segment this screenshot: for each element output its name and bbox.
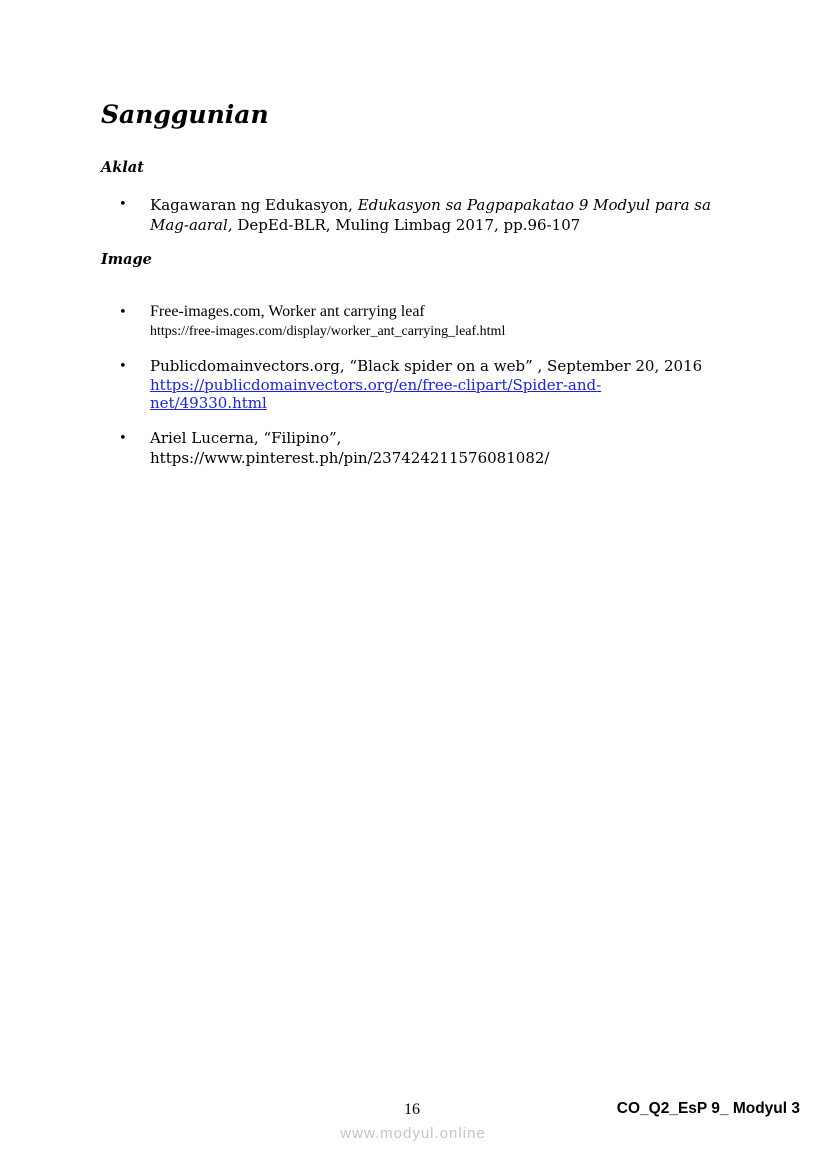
- page-title: Sanggunian: [101, 100, 269, 129]
- book-reference: [150, 195, 750, 235]
- image-source: Ariel Lucerna, “Filipino”,: [150, 429, 342, 447]
- image-source: Free-images.com, Worker ant carrying leaf: [150, 303, 425, 320]
- image-url: https://free-images.com/display/worker_ant_carrying_leaf.html: [150, 324, 506, 339]
- section-heading-aklat: Aklat: [101, 159, 144, 176]
- image-url: https://www.pinterest.ph/pin/237424211576081082/: [150, 449, 550, 467]
- image-reference: [150, 428, 750, 468]
- page-number: 16: [404, 1101, 420, 1118]
- image-link-continued[interactable]: net/49330.html: [150, 394, 267, 412]
- book-title-continued: Mag-aaral,: [150, 216, 233, 234]
- image-reference: [150, 302, 750, 342]
- image-reference: [150, 356, 750, 412]
- image-link[interactable]: https://publicdomainvectors.org/en/free-clipart/Spider-and-: [150, 376, 602, 394]
- section-heading-image: Image: [101, 251, 152, 268]
- list-bullet: •: [119, 305, 127, 320]
- image-source: Publicdomainvectors.org, “Black spider on a web” , September 20, 2016: [150, 357, 703, 375]
- list-bullet: •: [119, 359, 127, 374]
- book-publisher: DepEd-BLR, Muling Limbag 2017, pp.96-107: [237, 216, 581, 234]
- list-bullet: •: [119, 431, 127, 446]
- book-title: Edukasyon sa Pagpapakatao 9 Modyul para sa: [357, 196, 711, 214]
- book-author: Kagawaran ng Edukasyon,: [150, 196, 353, 214]
- module-code: CO_Q2_EsP 9_ Modyul 3: [616, 1100, 800, 1117]
- watermark: www.modyul.online: [340, 1125, 486, 1142]
- list-bullet: •: [119, 197, 127, 212]
